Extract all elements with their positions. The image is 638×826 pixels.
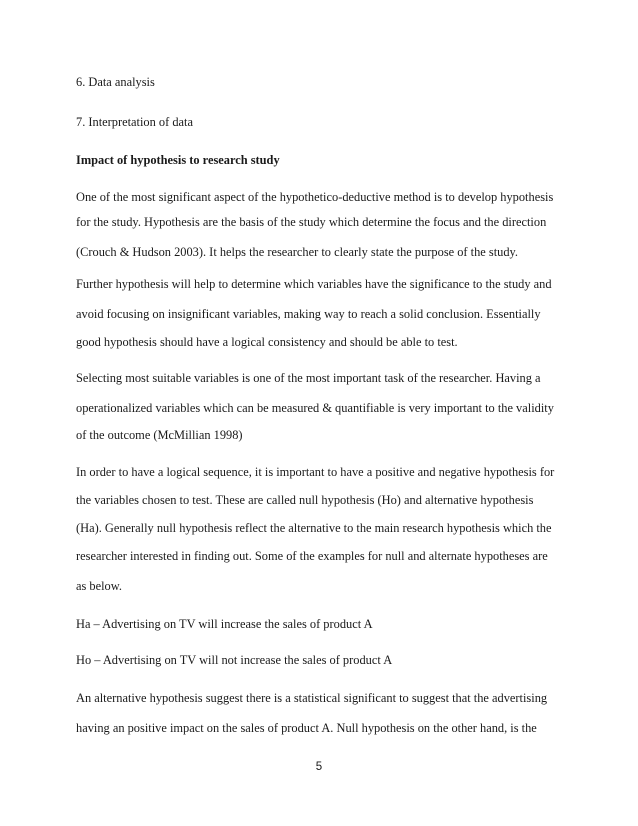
paragraph-line: researcher interested in finding out. Some of the examples for null and alternate hypotheses are — [76, 549, 548, 563]
paragraph-line: good hypothesis should have a logical consistency and should be able to test. — [76, 335, 458, 349]
paragraph-line: Further hypothesis will help to determine which variables have the significance to the study and — [76, 277, 552, 291]
paragraph-line: as below. — [76, 579, 122, 593]
page-number: 5 — [315, 761, 323, 773]
list-item-data-analysis: 6. Data analysis — [76, 75, 155, 89]
hypothesis-alternative: Ha – Advertising on TV will increase the sales of product A — [76, 617, 373, 631]
section-heading: Impact of hypothesis to research study — [76, 153, 280, 167]
paragraph-line: avoid focusing on insignificant variables, making way to reach a solid conclusion. Essentially — [76, 307, 541, 321]
paragraph-line: Selecting most suitable variables is one of the most important task of the researcher. Having a — [76, 371, 541, 385]
paragraph-line: (Ha). Generally null hypothesis reflect the alternative to the main research hypothesis which the — [76, 521, 552, 535]
paragraph-line: operationalized variables which can be measured & quantifiable is very important to the validity — [76, 401, 554, 415]
hypothesis-null: Ho – Advertising on TV will not increase the sales of product A — [76, 653, 393, 667]
paragraph-line: the variables chosen to test. These are called null hypothesis (Ho) and alternative hypothesis — [76, 493, 534, 507]
paragraph-line: (Crouch & Hudson 2003). It helps the researcher to clearly state the purpose of the study. — [76, 245, 519, 259]
paragraph-line: of the outcome (McMillian 1998) — [76, 428, 243, 442]
paragraph-line: One of the most significant aspect of the hypothetico-deductive method is to develop hypothesis — [76, 190, 554, 204]
list-item-interpretation: 7. Interpretation of data — [76, 115, 193, 129]
paragraph-line: for the study. Hypothesis are the basis of the study which determine the focus and the direction — [76, 215, 547, 229]
paragraph-line: In order to have a logical sequence, it is important to have a positive and negative hypothesis for — [76, 465, 555, 479]
paragraph-line: having an positive impact on the sales of product A. Null hypothesis on the other hand, is the — [76, 721, 537, 735]
paragraph-line: An alternative hypothesis suggest there is a statistical significant to suggest that the advertising — [76, 691, 548, 705]
